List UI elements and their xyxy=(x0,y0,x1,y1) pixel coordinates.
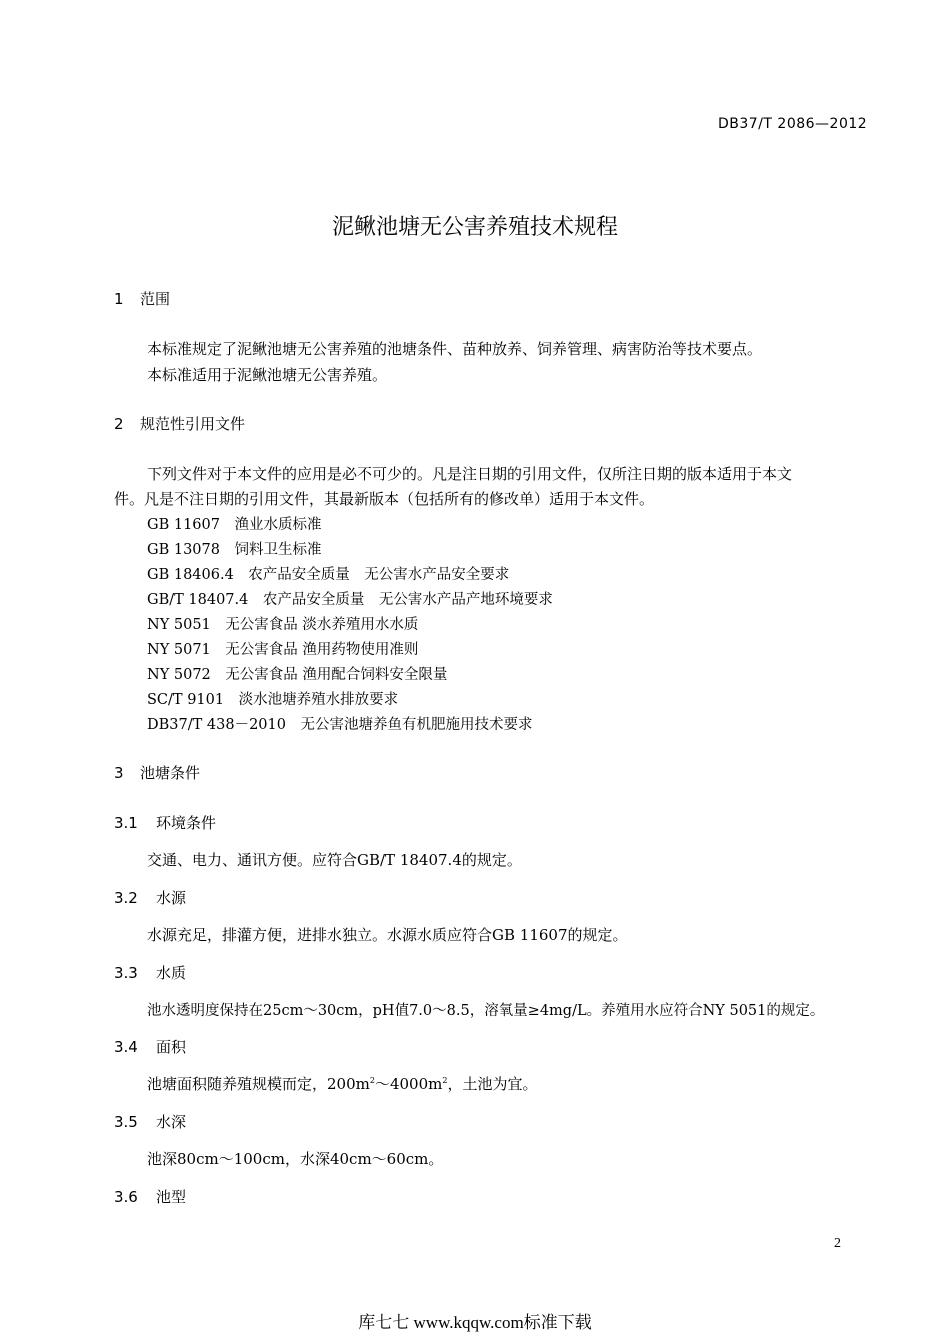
section-title: 范围 xyxy=(140,290,171,308)
superscript: 2 xyxy=(442,1076,448,1085)
subsection-heading-area xyxy=(114,1036,186,1057)
footer-watermark: 库七七 www.kqqw.com标准下载 xyxy=(358,1313,592,1332)
reference-item: GB 11607 渔业水质标准 xyxy=(147,517,322,533)
reference-item: DB37/T 438－2010 无公害池塘养鱼有机肥施用技术要求 xyxy=(147,717,533,733)
paragraph: 本标准规定了泥鳅池塘无公害养殖的池塘条件、苗种放养、饲养管理、病害防治等技术要点。 xyxy=(147,340,763,358)
subsection-heading-water-depth xyxy=(114,1111,186,1132)
subsection-title: 水深 xyxy=(156,1113,187,1131)
reference-item: SC/T 9101 淡水池塘养殖水排放要求 xyxy=(147,692,399,708)
reference-item: NY 5072 无公害食品 渔用配合饲料安全限量 xyxy=(147,667,448,683)
subsection-heading-water-source xyxy=(114,887,186,908)
paragraph xyxy=(147,1073,537,1094)
subsection-number: 3.4 xyxy=(114,1038,138,1056)
paragraph: 水源充足，排灌方便，进排水独立。水源水质应符合GB 11607的规定。 xyxy=(147,926,628,944)
text-run: 池塘面积随养殖规模而定，200m xyxy=(147,1075,370,1093)
subsection-number: 3.6 xyxy=(114,1188,138,1206)
reference-item: NY 5071 无公害食品 渔用药物使用准则 xyxy=(147,642,419,658)
document-code: DB37/T 2086—2012 xyxy=(718,116,868,132)
reference-item: GB/T 18407.4 农产品安全质量 无公害水产品产地环境要求 xyxy=(147,592,553,608)
section-heading-scope xyxy=(114,288,170,309)
section-heading-pond-conditions xyxy=(114,762,200,783)
section-number: 2 xyxy=(114,415,124,433)
subsection-number: 3.3 xyxy=(114,964,138,982)
reference-item: NY 5051 无公害食品 淡水养殖用水水质 xyxy=(147,617,419,633)
reference-item: GB 18406.4 农产品安全质量 无公害水产品安全要求 xyxy=(147,567,510,583)
subsection-title: 池型 xyxy=(156,1188,187,1206)
subsection-title: 环境条件 xyxy=(156,814,217,832)
section-number: 1 xyxy=(114,290,124,308)
paragraph-continuation: 件。凡是不注日期的引用文件，其最新版本（包括所有的修改单）适用于本文件。 xyxy=(114,490,655,508)
section-heading-normative-references xyxy=(114,413,245,434)
paragraph: 本标准适用于泥鳅池塘无公害养殖。 xyxy=(147,366,388,384)
subsection-number: 3.1 xyxy=(114,814,138,832)
section-title: 规范性引用文件 xyxy=(140,415,246,433)
document-title: 泥鳅池塘无公害养殖技术规程 xyxy=(331,215,618,240)
subsection-heading-water-quality xyxy=(114,962,186,983)
paragraph: 池深80cm～100cm，水深40cm～60cm。 xyxy=(147,1150,444,1168)
reference-item: GB 13078 饲料卫生标准 xyxy=(147,542,322,558)
paragraph: 池水透明度保持在25cm～30cm，pH值7.0～8.5，溶氧量≥4mg/L。养殖用水应符合NY 5051的规定。 xyxy=(147,1003,825,1019)
paragraph: 下列文件对于本文件的应用是必不可少的。凡是注日期的引用文件，仅所注日期的版本适用于本文 xyxy=(147,465,793,483)
section-title: 池塘条件 xyxy=(140,764,201,782)
subsection-heading-pond-shape xyxy=(114,1186,186,1207)
paragraph: 交通、电力、通讯方便。应符合GB/T 18407.4的规定。 xyxy=(147,851,522,869)
subsection-title: 水源 xyxy=(156,889,187,907)
text-run: ，土池为宜。 xyxy=(447,1075,538,1093)
page-number: 2 xyxy=(834,1236,841,1251)
subsection-heading-environment xyxy=(114,812,216,833)
text-run: ～4000m xyxy=(374,1075,443,1093)
subsection-number: 3.2 xyxy=(114,889,138,907)
section-number: 3 xyxy=(114,764,124,782)
superscript: 2 xyxy=(369,1076,375,1085)
subsection-title: 面积 xyxy=(156,1038,187,1056)
subsection-title: 水质 xyxy=(156,964,187,982)
subsection-number: 3.5 xyxy=(114,1113,138,1131)
